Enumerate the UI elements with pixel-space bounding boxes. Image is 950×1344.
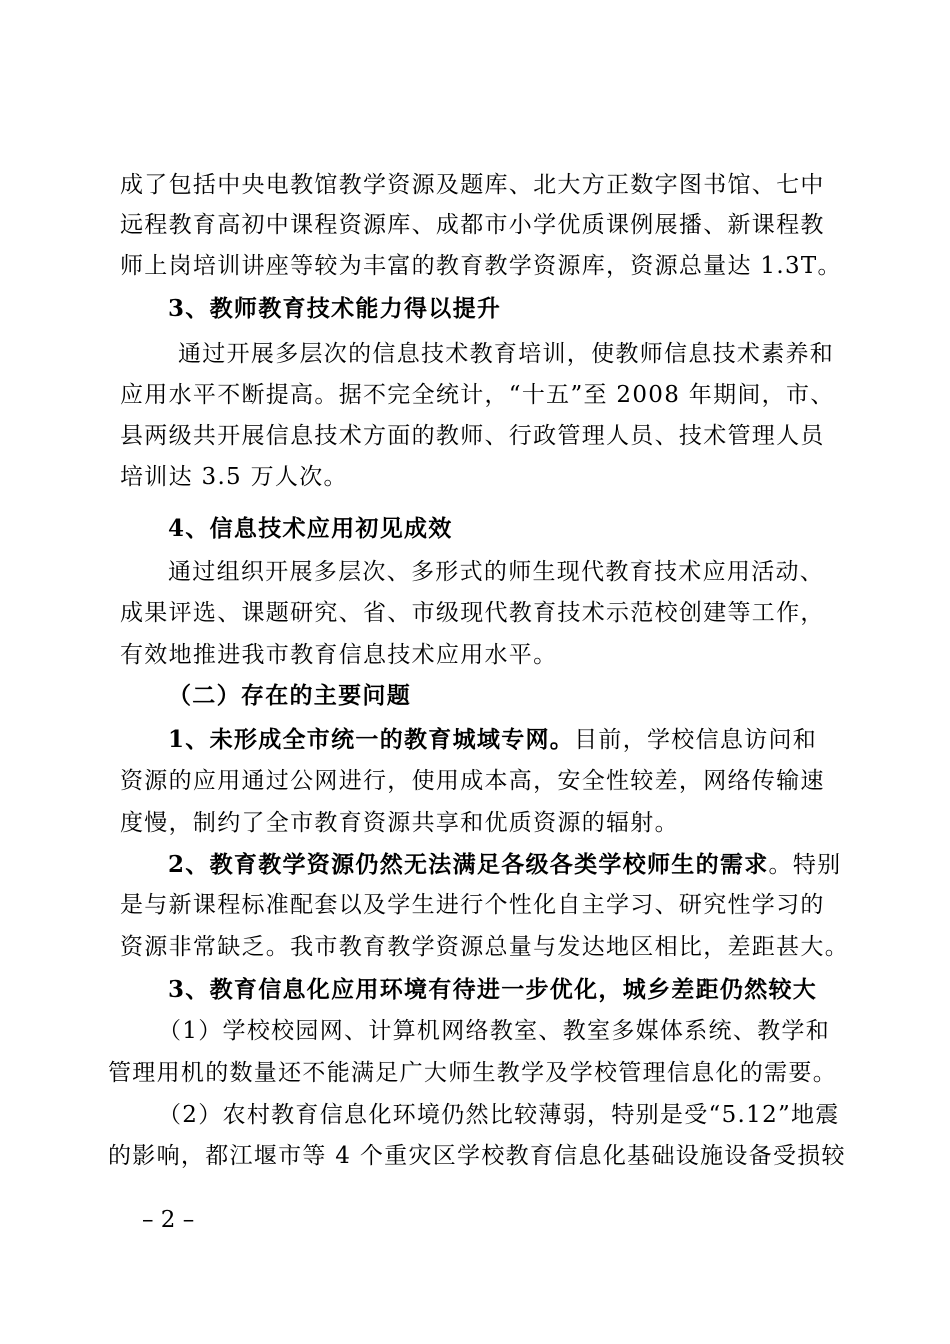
text-line: 3、教师教育技术能力得以提升 [168,295,502,322]
text-line: （1）学校校园网、计算机网络教室、教室多媒体系统、教学和 [158,1018,831,1044]
text-line: 3、教育信息化应用环境有待进一步优化，城乡差距仍然较大 [168,976,818,1003]
text-line: 度慢，制约了全市教育资源共享和优质资源的辐射。 [120,810,679,836]
text-line: 通过开展多层次的信息技术教育培训，使教师信息技术素养和 [178,341,835,367]
text-line: 4、信息技术应用初见成效 [168,515,453,542]
bold-text-run: 2、教育教学资源仍然无法满足各级各类学校师生的需求 [168,851,769,878]
text-line [168,725,817,755]
text-run: 目前，学校信息访问和 [574,727,818,753]
text-line: （2）农村教育信息化环境仍然比较薄弱，特别是受“5.12”地震 [158,1102,840,1128]
text-line: 成果评选、课题研究、省、市级现代教育技术示范校创建等工作， [120,600,825,626]
text-line: 师上岗培训讲座等较为丰富的教育教学资源库，资源总量达 1.3T。 [120,253,842,279]
text-line: 成了包括中央电教馆教学资源及题库、北大方正数字图书馆、七中 [120,172,825,198]
text-line: 的影响，都江堰市等 4 个重灾区学校教育信息化基础设施设备受损较 [108,1143,846,1169]
text-line: 远程教育高初中课程资源库、成都市小学优质课例展播、新课程教 [120,212,825,238]
text-line: 应用水平不断提高。据不完全统计，“十五”至 2008 年期间，市、 [120,382,835,408]
text-line: 培训达 3.5 万人次。 [120,464,348,490]
text-line [168,850,841,880]
text-line: 是与新课程标准配套以及学生进行个性化自主学习、研究性学习的 [120,892,825,918]
text-line: 资源的应用通过公网进行，使用成本高，安全性较差，网络传输速 [120,768,825,794]
text-line: 通过组织开展多层次、多形式的师生现代教育技术应用活动、 [168,559,825,585]
text-line: （二）存在的主要问题 [168,682,411,709]
text-line: 管理用机的数量还不能满足广大师生教学及学校管理信息化的需要。 [108,1060,837,1086]
bold-text-run: 1、未形成全市统一的教育城域专网。 [168,726,575,753]
page-number: – 2 – [142,1207,195,1233]
text-line: 县两级共开展信息技术方面的教师、行政管理人员、技术管理人员 [120,423,825,449]
text-line: 有效地推进我市教育信息技术应用水平。 [120,642,558,668]
text-run: 。特别 [768,852,842,878]
text-line: 资源非常缺乏。我市教育教学资源总量与发达地区相比，差距甚大。 [120,934,849,960]
